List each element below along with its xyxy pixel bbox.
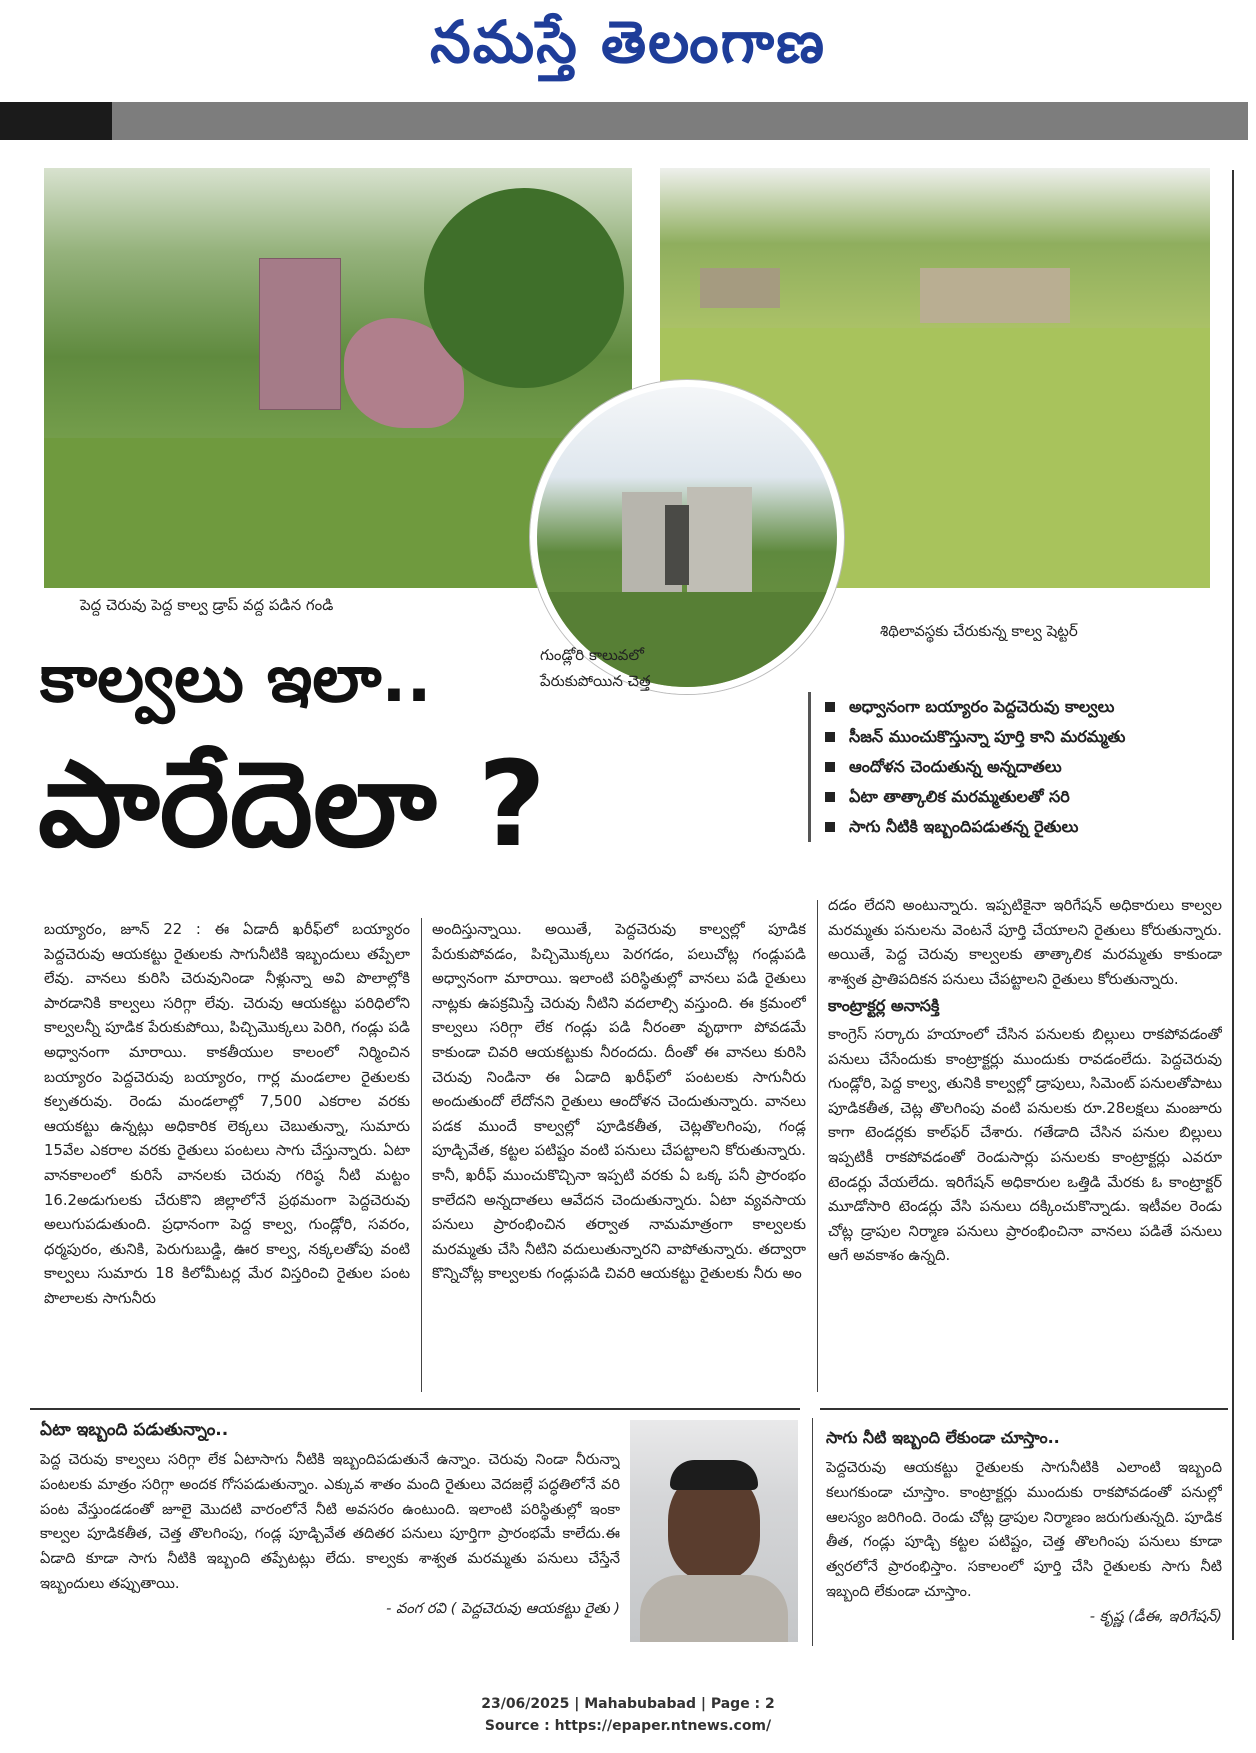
highlight-item: ఆందోళన చెందుతున్న అన్నదాతలు bbox=[825, 752, 1245, 782]
headline-line1: కాల్వలు ఇలా.. bbox=[40, 640, 432, 717]
footer-source: Source : https://epaper.ntnews.com/ bbox=[484, 1718, 772, 1734]
photo-brick-wall bbox=[259, 258, 341, 410]
box-right-rule bbox=[820, 1408, 1228, 1410]
bullet-square-icon bbox=[825, 762, 835, 772]
bullet-square-icon bbox=[825, 732, 835, 742]
box-right-title: సాగు నీటి ఇబ్బంది లేకుండా చూస్తాం.. bbox=[826, 1428, 1060, 1447]
box-right-signature: - కృష్ణ (డీఈ, ఇరిగేషన్) bbox=[1089, 1607, 1222, 1625]
article-paragraph: అందిస్తున్నాయి. అయితే, పెద్దచెరువు కాల్వల్లో పూడిక పేరుకుపోవడం, పిచ్చిమొక్కలు పెరగడం, పలుచోట్ల గండ్లుపడి అధ్వానంగా మారాయి. ఇలాంటి పరిస్థితుల్లో వానలు పడి రైతులు నాట్లకు ఉపక్రమిస్తే చెరువు నీటిని వదలాల్సి వస్తుంది. ఈ క్రమంలో కాల్వలు సరిగ్గా లేక గండ్లు పడి నీరంతా వృథాగా పోవడమే కాకుండా చివరి ఆయకట్టుకు నీరందదు. దీంతో ఈ వానలు కురిసి చెరువు నిండినా ఈ ఏడాది ఖరీఫ్‌లో పంటలకు సాగునీరు అందుతుందో లేదోనని రైతులు ఆందోళన చెందుతున్నారు. వానలు పడక ముందే కాల్వల్లో పూడికతీత, చెట్లతొలగింపు, గండ్ల పూడ్చివేత, కట్టల పటిష్టం వంటి పనులు చేపట్టాలని కోరుతున్నారు. కానీ, ఖరీఫ్ ముంచుకొచ్చినా ఇప్పటి వరకు ఏ ఒక్క పనీ ప్రారంభం కాలేదని అన్నదాతలు ఆవేదన చెందుతున్నారు. ఏటా వ్యవసాయ పనులు ప్రారంభించిన తర్వాత నామమాత్రంగా కాల్వలకు మరమ్మతు చేసి నీటిని వదులుతున్నారని వాపోతున్నారు. తద్వారా కొన్నిచోట్ల కాల్వలకు గండ్లుపడి చివరి ఆయకట్టు రైతులకు నీరు అం bbox=[432, 921, 806, 1283]
highlight-item: అధ్వానంగా బయ్యారం పెద్దచెరువు కాల్వలు bbox=[825, 692, 1245, 722]
page-right-rule bbox=[1232, 170, 1234, 1640]
article-column-2 bbox=[432, 918, 806, 1394]
highlights-list bbox=[808, 692, 1245, 842]
article-paragraph: బయ్యారం, జూన్ 22 : ఈ ఏడాదీ ఖరీఫ్‌లో బయ్యారం పెద్దచెరువు ఆయకట్టు రైతులకు సాగునీటికి ఇబ్బందులు తప్పేలా లేవు. వానలు కురిసి చెరువునిండా నీళ్లున్నా అవి పొలాల్లోకి పారడానికి కాల్వలు సరిగ్గా లేవు. చెరువు ఆయకట్టు పరిధిలోని కాల్వలన్నీ పూడిక పేరుకుపోయి, పిచ్చిమొక్కలు పెరిగి, గండ్లు పడి అధ్వానంగా మారాయి. కాకతీయుల కాలంలో నిర్మించిన బయ్యారం పెద్దచెరువు బయ్యారం, గార్ల మండలాల రైతులకు కల్పతరువు. రెండు మండలాల్లో 7,500 ఎకరాల వరకు ఆయకట్టు ఉన్నట్లు అధికారిక లెక్కలు చెబుతున్నా, సుమారు 15వేల ఎకరాల వరకు రైతులు పంటలు సాగు చేస్తున్నారు. ఏటా వానకాలంలో కురిసే వానలకు చెరువు గరిష్ఠ నీటి మట్టం 16.2అడుగులకు చేరుకొని జిల్లాలోనే ప్రథమంగా పెద్దచెరువు అలుగుపడుతుంది. ప్రధానంగా పెద్ద కాల్వ, గుండ్లోరి, సవరం, ధర్మపురం, తునికి, పెరుగుబుడ్డి, ఊర కాల్వ, నక్కలతోపు వంటి కాల్వలు సుమారు 18 కిలోమీటర్ల మేర విస్తరించి రైతుల పంట పొలాలకు సాగునీరు bbox=[44, 921, 410, 1307]
header-band-dark bbox=[0, 102, 112, 140]
article-paragraph: దడం లేదని అంటున్నారు. ఇప్పటికైనా ఇరిగేషన్ అధికారులు కాల్వల మరమ్మతు పనులను వెంటనే పూర్తి చేయాలని రైతులు కోరుతున్నారు. అయితే, పెద్ద చెరువు కాల్వలకు తాత్కాలిక మరమ్మతు కాకుండా శాశ్వత ప్రాతిపదికన పనులు చేపట్టాలని రైతులు కోరుతున్నారు. bbox=[828, 897, 1222, 988]
portrait-farmer bbox=[630, 1420, 798, 1642]
box-left-title: ఏటా ఇబ్బంది పడుతున్నాం.. bbox=[40, 1420, 229, 1440]
bullet-square-icon bbox=[825, 822, 835, 832]
column-divider bbox=[421, 918, 422, 1392]
box-left-text: పెద్ద చెరువు కాల్వలు సరిగ్గా లేక ఏటాసాగు నీటికి ఇబ్బందిపడుతునే ఉన్నాం. చెరువు నిండా నీరున్నా పంటలకు మాత్రం సరిగ్గా అందక గోసపడుతున్నాం. ఎక్కువ శాతం మంది రైతులు వెదజల్లే పద్ధతిలోనే వరి పంట వేస్తుండడంతో జూలై మొదటి వారంలోనే నీటి అవసరం ఉంటుంది. ఇలాంటి పరిస్థితుల్లో ఇంకా కాల్వల పూడికతీత, చెత్త తొలగింపు, గండ్ల పూడ్చివేత తదితర పనులు పూర్తిగా ప్రారంభమే కాలేదు.ఈ ఏడాది కూడా సాగు నీటికి ఇబ్బంది తప్పేటట్లు లేదు. కాల్వకు శాశ్వత మరమ్మతు పనులు చేస్తేనే ఇబ్బందులు తప్పుతాయి. bbox=[40, 1451, 620, 1592]
masthead-logo: నమస్తే తెలంగాణ bbox=[430, 8, 826, 76]
highlight-item: సాగు నీటికి ఇబ్బందిపడుతన్న రైతులు bbox=[825, 812, 1245, 842]
column-divider bbox=[817, 900, 818, 1392]
box-right-text: పెద్దచెరువు ఆయకట్టు రైతులకు సాగునీటికి ఎలాంటి ఇబ్బంది కలుగకుండా చూస్తాం. కాంట్రాక్టర్లు ముందుకు రాకపోవడంతో పనుల్లో ఆలస్యం జరిగింది. రెండు చోట్ల డ్రాపుల నిర్మాణం జరుగుతున్నది. పూడిక తీత, గండ్లు పూడ్చి కట్టల పటిష్టం, చెత్త తొలగింపు పనులు కూడా త్వరలోనే ప్రారంభిస్తాం. సకాలంలో పూర్తి చేసి రైతులకు సాగు నీటి ఇబ్బంది లేకుండా చూస్తాం. bbox=[826, 1459, 1222, 1600]
header-band bbox=[112, 102, 1248, 140]
footer-date-edition: 23/06/2025 | Mahabubabad | Page : 2 bbox=[481, 1696, 775, 1712]
article-column-3 bbox=[828, 894, 1222, 1394]
photo-sluice-gate bbox=[665, 505, 689, 585]
photo-stone bbox=[700, 268, 780, 308]
highlight-item: సీజన్ ముంచుకొస్తున్నా పూర్తి కాని మరమ్మతు bbox=[825, 722, 1245, 752]
portrait-hair bbox=[670, 1460, 758, 1490]
bullet-square-icon bbox=[825, 792, 835, 802]
photo-shutter-wall bbox=[920, 268, 1070, 323]
article-column-1 bbox=[44, 918, 410, 1394]
caption-inset-line1: గుండ్లోరి కాలువలో bbox=[540, 646, 644, 664]
photo-tree bbox=[424, 188, 624, 388]
bullet-square-icon bbox=[825, 702, 835, 712]
headline-line2: పారేదెలా ? bbox=[38, 735, 547, 873]
subheading-contractors: కాంట్రాక్టర్ల అనాసక్తి bbox=[828, 996, 940, 1016]
box-left-rule bbox=[30, 1408, 800, 1410]
box-left-body bbox=[40, 1448, 620, 1648]
box-left-signature: - వంగ రవి ( పెద్దచెరువు ఆయకట్టు రైతు ) bbox=[386, 1599, 620, 1617]
portrait-shirt bbox=[640, 1575, 788, 1642]
highlight-item: ఏటా తాత్కాలిక మరమ్మతులతో సరి bbox=[825, 782, 1245, 812]
box-right-body bbox=[826, 1456, 1222, 1648]
box-divider bbox=[812, 1418, 813, 1646]
caption-photo1: పెద్ద చెరువు పెద్ద కాల్వ డ్రాప్ వద్ద పడిన గండి bbox=[80, 596, 334, 614]
photo-sluice-right bbox=[687, 487, 752, 602]
article-paragraph: కాంగ్రెస్ సర్కారు హయాంలో చేసిన పనులకు బిల్లులు రాకపోవడంతో పనులు చేసేందుకు కాంట్రాక్టర్లు ముందుకు రావడంలేదు. పెద్దచెరువు గుండ్లోరి, పెద్ద కాల్వ, తునికి కాల్వల్లో డ్రాపులు, సిమెంట్ పనులతోపాటు పూడికతీత, చెట్ల తొలగింపు వంటి పనులకు రూ.28లక్షలు మంజూరు కాగా టెండర్లకు కాల్‌ఫర్ చేశారు. గతేడాది చేసిన పనుల బిల్లులు ఇప్పటికీ రాకపోవడంతో రెండుసార్లు పనులకు కాంట్రాక్టర్లు ఎవరూ టెండర్లు వేయలేదు. ఇరిగేషన్ అధికారుల ఒత్తిడి మేరకు ఓ కాంట్రాక్టర్ మూడోసారి టెండర్లు వేసి పనులు దక్కించుకొన్నాడు. ఇటీవల రెండు చోట్ల డ్రాపుల నిర్మాణ పనులు ప్రారంభించినా వానలు పడితే పనులు ఆగే అవకాశం ఉన్నది. bbox=[828, 1025, 1222, 1265]
caption-photo2: శిథిలావస్థకు చేరుకున్న కాల్వ షెట్టర్ bbox=[880, 622, 1078, 640]
caption-inset-line2: పేరుకుపోయిన చెత్త bbox=[540, 672, 651, 690]
